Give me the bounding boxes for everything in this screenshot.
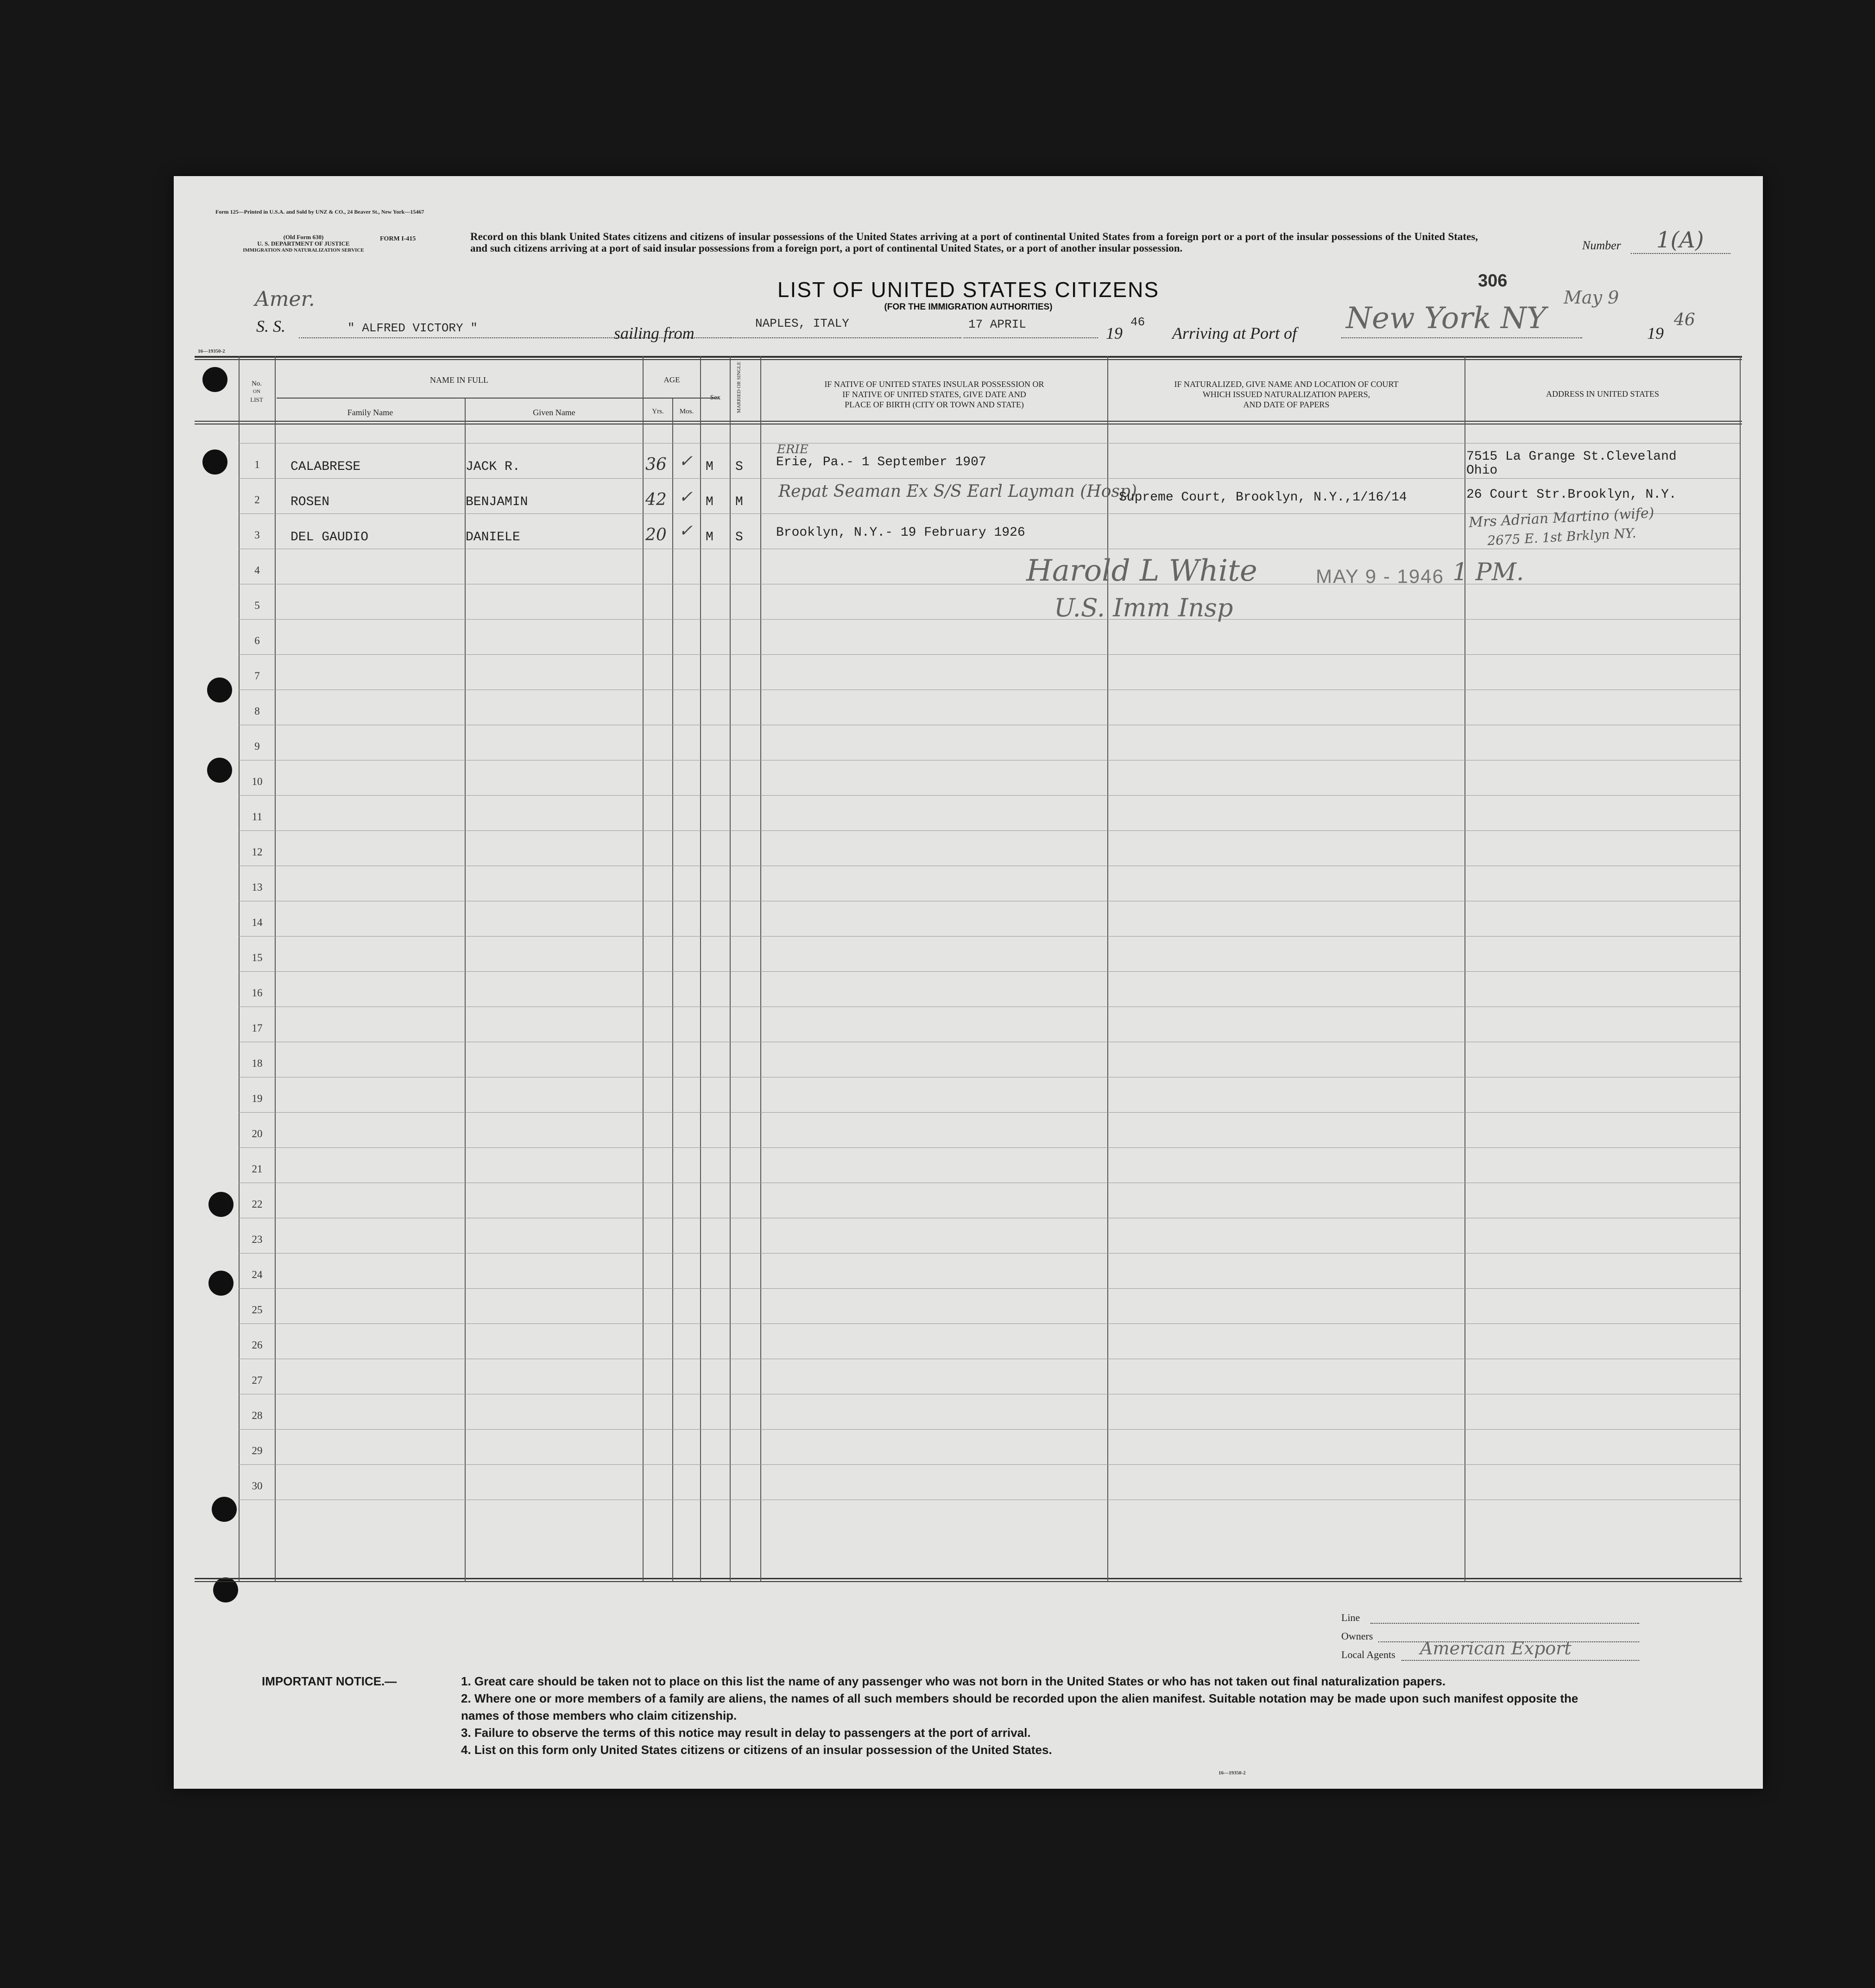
age-mos-cell: ✓ bbox=[679, 521, 693, 540]
hdr-naturalized: IF NATURALIZED, GIVE NAME AND LOCATION OF COURT WHICH ISSUED NATURALIZATION PAPERS, AND DATE OF PAPERS bbox=[1174, 380, 1399, 409]
row-rule bbox=[239, 795, 1740, 796]
hdr-yrs: Yrs. bbox=[652, 408, 664, 415]
address-cell: 7515 La Grange St.Cleveland bbox=[1466, 450, 1677, 464]
row-rule bbox=[239, 654, 1740, 655]
age-mos-cell: ✓ bbox=[679, 488, 693, 506]
row-number: 23 bbox=[252, 1234, 263, 1245]
row-rule bbox=[239, 1147, 1740, 1148]
hdr-birth: IF NATIVE OF UNITED STATES INSULAR POSSESSION OR IF NATIVE OF UNITED STATES, GIVE DATE AND PLACE OF BIRTH (CITY OR TOWN AND STATE) bbox=[824, 380, 1044, 409]
row-number: 12 bbox=[252, 846, 263, 858]
row-number: 9 bbox=[254, 741, 260, 752]
given-name-cell: DANIELE bbox=[466, 530, 520, 544]
number-value: 1(A) bbox=[1656, 227, 1704, 253]
row-number: 3 bbox=[254, 529, 260, 541]
sex-cell: M bbox=[706, 495, 713, 509]
notice-item-3: 3. Failure to observe the terms of this notice may result in delay to passengers at the port of arrival. bbox=[461, 1726, 1031, 1740]
row-number: 10 bbox=[252, 776, 263, 787]
naturalized-cell: Supreme Court, Brooklyn, N.Y.,1/16/14 bbox=[1119, 490, 1407, 505]
row-number: 26 bbox=[252, 1339, 263, 1351]
record-instructions: Record on this blank United States citizens and citizens of insular possessions of the United States arriving at a port of continental United States from a foreign port or a port of the insular possessions of the United States, and such citizens arriving at a port of said insular possessions from a foreign port, a port of continental United States, or a port of another insular possession. bbox=[470, 231, 1478, 254]
row-number: 22 bbox=[252, 1198, 263, 1210]
row-number: 14 bbox=[252, 917, 263, 928]
sex-cell: M bbox=[706, 460, 713, 474]
birth-cell: Repat Seaman Ex S/S Earl Layman (Hosp) bbox=[778, 482, 1137, 501]
row-rule bbox=[239, 971, 1740, 972]
row-rule bbox=[239, 1253, 1740, 1254]
agents-label: Local Agents bbox=[1341, 1649, 1395, 1660]
age-mos-cell: ✓ bbox=[679, 452, 693, 471]
hdr-name-in-full: NAME IN FULL bbox=[430, 375, 488, 385]
page-title: LIST OF UNITED STATES CITIZENS bbox=[777, 278, 1160, 302]
hdr-family-name: Family Name bbox=[347, 408, 393, 417]
manifest-table bbox=[174, 176, 1763, 1789]
inspection-date-stamp: MAY 9 - 1946 bbox=[1316, 565, 1444, 587]
row-number: 4 bbox=[254, 564, 260, 576]
sex-cell: M bbox=[706, 530, 713, 544]
row-number: 18 bbox=[252, 1057, 263, 1069]
row-number: 24 bbox=[252, 1269, 263, 1280]
agents-value: American Export bbox=[1420, 1638, 1572, 1659]
hdr-married: MARRIED OR SINGLE bbox=[736, 361, 742, 413]
hdr-given-name: Given Name bbox=[533, 408, 575, 417]
date-to: May 9 bbox=[1564, 287, 1619, 308]
form-code-bottom: 16—19350-2 bbox=[1218, 1770, 1246, 1776]
port-from: NAPLES, ITALY bbox=[755, 317, 849, 330]
row-number: 29 bbox=[252, 1445, 263, 1456]
inspector-signature: Harold L White bbox=[1026, 554, 1257, 588]
ship-name: " ALFRED VICTORY " bbox=[347, 321, 478, 335]
notice-head: IMPORTANT NOTICE.— bbox=[262, 1674, 397, 1688]
row-number: 15 bbox=[252, 952, 263, 963]
old-form: (Old Form 630) bbox=[283, 234, 324, 241]
dept-line2: IMMIGRATION AND NATURALIZATION SERVICE bbox=[243, 247, 364, 253]
row-number: 17 bbox=[252, 1022, 263, 1034]
hdr-sex: Sex bbox=[710, 394, 721, 401]
age-yrs-cell: 20 bbox=[645, 525, 667, 544]
row-number: 27 bbox=[252, 1374, 263, 1386]
print-line: Form 125—Printed in U.S.A. and Sold by UNZ & CO., 24 Beaver St., New York—15467 bbox=[215, 209, 424, 215]
notice-item-1: 1. Great care should be taken not to place on this list the name of any passenger who was not born in the United States or who has not taken out final naturalization papers. bbox=[461, 1674, 1446, 1688]
age-yrs-cell: 42 bbox=[645, 490, 667, 509]
address-cell-2: Ohio bbox=[1466, 463, 1498, 478]
year-to: 46 bbox=[1674, 310, 1695, 329]
row-rule bbox=[239, 1323, 1740, 1324]
sheet-stamp-306: 306 bbox=[1478, 271, 1508, 291]
family-name-cell: CALABRESE bbox=[290, 460, 361, 474]
married-cell: M bbox=[735, 495, 743, 509]
row-number: 11 bbox=[252, 811, 263, 823]
address-cell: 26 Court Str.Brooklyn, N.Y. bbox=[1466, 488, 1677, 502]
notice-item-4: 4. List on this form only United States citizens or citizens of an insular possession of the United States. bbox=[461, 1743, 1052, 1757]
arriving-label: Arriving at Port of bbox=[1172, 324, 1297, 342]
year-prefix-2: 19 bbox=[1647, 324, 1664, 342]
given-name-cell: JACK R. bbox=[466, 460, 520, 474]
notice-items bbox=[461, 1673, 1619, 1759]
row-number: 25 bbox=[252, 1304, 263, 1316]
row-number: 19 bbox=[252, 1093, 263, 1104]
manifest-sheet bbox=[174, 176, 1763, 1789]
row-number: 13 bbox=[252, 881, 263, 893]
address-cell-2: 2675 E. 1st Brklyn NY. bbox=[1487, 525, 1637, 549]
row-number: 20 bbox=[252, 1128, 263, 1140]
dept-line1: U. S. DEPARTMENT OF JUSTICE bbox=[257, 240, 350, 247]
row-rule bbox=[239, 478, 1740, 479]
family-name-cell: ROSEN bbox=[290, 495, 330, 509]
hdr-no-on-list: No. ON LIST bbox=[250, 380, 263, 403]
row-rule bbox=[239, 1112, 1740, 1113]
date-from: 17 APRIL bbox=[968, 317, 1026, 331]
number-label: Number bbox=[1582, 239, 1621, 252]
notice-item-2: 2. Where one or more members of a family are aliens, the names of all such members should be recorded upon the alien manifest. Suitable notation may be made upon such manifest opposite the names of those members who claim citizenship. bbox=[461, 1691, 1578, 1722]
row-rule bbox=[239, 830, 1740, 831]
row-number: 28 bbox=[252, 1410, 263, 1421]
age-yrs-cell: 36 bbox=[645, 455, 667, 474]
agents-dots bbox=[1402, 1660, 1639, 1661]
form-label: FORM I-415 bbox=[380, 235, 416, 242]
birth-cell: Brooklyn, N.Y.- 19 February 1926 bbox=[776, 525, 1025, 540]
line-dots bbox=[1370, 1623, 1639, 1624]
inspection-time: 1 PM. bbox=[1452, 558, 1524, 586]
year-prefix: 19 bbox=[1106, 324, 1123, 342]
row-number: 6 bbox=[254, 635, 260, 646]
family-name-cell: DEL GAUDIO bbox=[290, 530, 369, 544]
inspector-title: U.S. Imm Insp bbox=[1054, 593, 1233, 622]
ss-label: S. S. bbox=[256, 317, 285, 336]
married-cell: S bbox=[735, 460, 743, 474]
row-rule bbox=[239, 1288, 1740, 1289]
given-name-cell: BENJAMIN bbox=[466, 495, 528, 509]
row-number: 16 bbox=[252, 987, 263, 999]
hdr-mos: Mos. bbox=[679, 408, 694, 415]
row-number: 5 bbox=[254, 600, 260, 611]
owners-label: Owners bbox=[1341, 1630, 1373, 1642]
row-number: 1 bbox=[254, 459, 260, 470]
birth-cell: Erie, Pa.- 1 September 1907 bbox=[776, 455, 986, 469]
form-code-left: 16—19350-2 bbox=[198, 348, 225, 354]
row-rule bbox=[239, 1429, 1740, 1430]
row-number: 21 bbox=[252, 1163, 263, 1175]
ss-prefix: Amer. bbox=[255, 287, 315, 311]
hdr-address: ADDRESS IN UNITED STATES bbox=[1546, 389, 1660, 399]
page-subtitle: (FOR THE IMMIGRATION AUTHORITIES) bbox=[884, 302, 1053, 312]
sailing-from-label: sailing from bbox=[614, 324, 694, 342]
row-number: 30 bbox=[252, 1480, 263, 1492]
port-to: New York NY bbox=[1346, 301, 1547, 336]
year-from: 46 bbox=[1130, 315, 1145, 329]
row-number: 7 bbox=[254, 670, 260, 682]
row-rule bbox=[239, 936, 1740, 937]
line-label: Line bbox=[1341, 1612, 1360, 1623]
married-cell: S bbox=[735, 530, 743, 544]
row-number: 8 bbox=[254, 705, 260, 717]
birth-correction: ERIE bbox=[777, 443, 808, 456]
row-number: 2 bbox=[254, 494, 260, 506]
hdr-age: AGE bbox=[663, 375, 680, 384]
row-rule bbox=[239, 1464, 1740, 1465]
address-cell: Mrs Adrian Martino (wife) bbox=[1468, 505, 1655, 531]
row-rule bbox=[239, 619, 1740, 620]
